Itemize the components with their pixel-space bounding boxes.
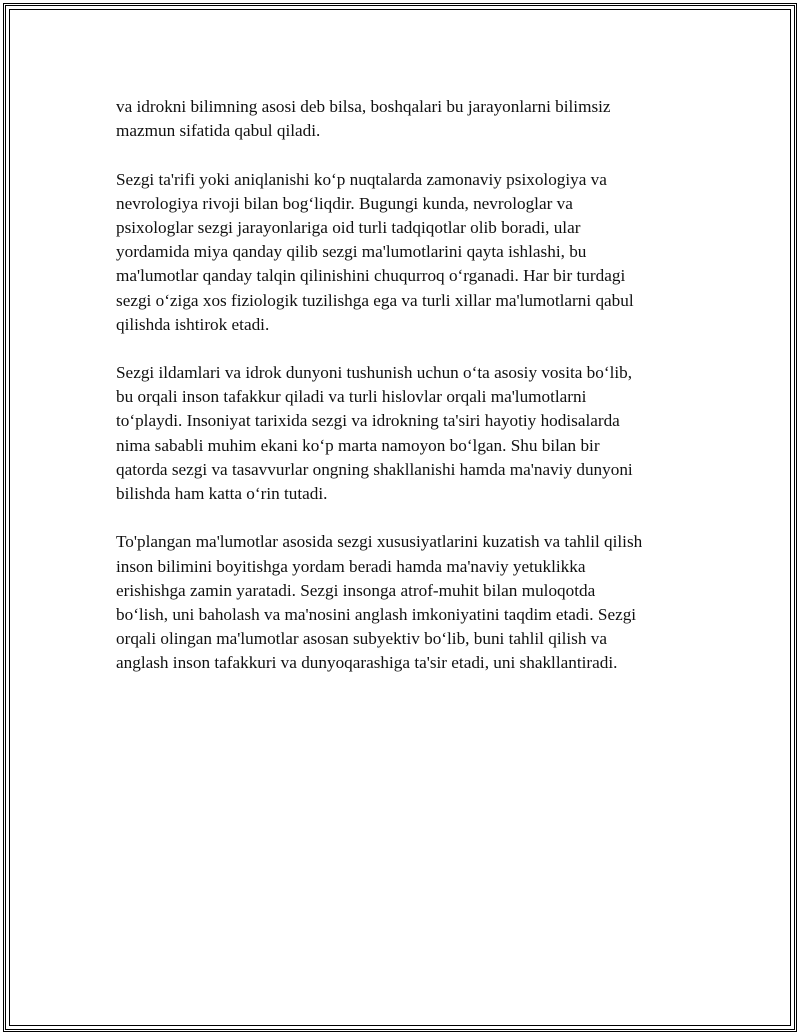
text-line: mazmun sifatida qabul qiladi. bbox=[116, 121, 321, 141]
text-line: inson bilimini boyitishga yordam beradi hamda ma'naviy yetuklikka bbox=[116, 556, 586, 576]
text-line: psixologlar sezgi jarayonlariga oid turli tadqiqotlar olib boradi, ular bbox=[116, 217, 581, 237]
paragraph-3 bbox=[116, 361, 696, 506]
text-line: ma'lumotlar qanday talqin qilinishini chuqurroq o‘rganadi. Har bir turdagi bbox=[116, 266, 626, 286]
text-line: bu orqali inson tafakkur qiladi va turli hislovlar orqali ma'lumotlarni bbox=[116, 387, 587, 407]
text-line: bilishda ham katta o‘rin tutadi. bbox=[116, 484, 328, 503]
text-line: to‘playdi. Insoniyat tarixida sezgi va idrokning ta'siri hayotiy hodisalarda bbox=[116, 411, 620, 431]
text-line: bo‘lish, uni baholash va ma'nosini anglash imkoniyatini taqdim etadi. Sezgi bbox=[116, 604, 637, 624]
document-page bbox=[3, 3, 797, 1032]
text-line: sezgi o‘ziga xos fiziologik tuzilishga ega va turli xillar ma'lumotlarni qabul bbox=[116, 290, 634, 310]
text-line: Sezgi ta'rifi yoki aniqlanishi ko‘p nuqtalarda zamonaviy psixologiya va bbox=[116, 169, 607, 189]
paragraph-4 bbox=[116, 530, 696, 675]
document-body bbox=[116, 95, 696, 700]
text-line: qatorda sezgi va tasavvurlar ongning shakllanishi hamda ma'naviy dunyoni bbox=[116, 459, 633, 479]
text-line: To'plangan ma'lumotlar asosida sezgi xususiyatlarini kuzatish va tahlil qilish bbox=[116, 532, 643, 552]
text-line: Sezgi ildamlari va idrok dunyoni tushunish uchun o‘ta asosiy vosita bo‘lib, bbox=[116, 363, 633, 383]
text-line: nima sababli muhim ekani ko‘p marta namoyon bo‘lgan. Shu bilan bir bbox=[116, 435, 600, 455]
text-line: orqali olingan ma'lumotlar asosan subyektiv bo‘lib, buni tahlil qilish va bbox=[116, 629, 607, 649]
text-line: anglash inson tafakkuri va dunyoqarashiga ta'sir etadi, uni shakllantiradi. bbox=[116, 653, 618, 673]
text-line: nevrologiya rivoji bilan bog‘liqdir. Bugungi kunda, nevrologlar va bbox=[116, 193, 573, 213]
text-line: va idrokni bilimning asosi deb bilsa, boshqalari bu jarayonlarni bilimsiz bbox=[116, 97, 611, 116]
paragraph-2 bbox=[116, 168, 696, 337]
paragraph-1 bbox=[116, 95, 696, 143]
text-line: erishishga zamin yaratadi. Sezgi insonga atrof-muhit bilan muloqotda bbox=[116, 580, 596, 600]
text-line: qilishda ishtirok etadi. bbox=[116, 314, 270, 334]
text-line: yordamida miya qanday qilib sezgi ma'lumotlarini qayta ishlashi, bu bbox=[116, 242, 587, 262]
